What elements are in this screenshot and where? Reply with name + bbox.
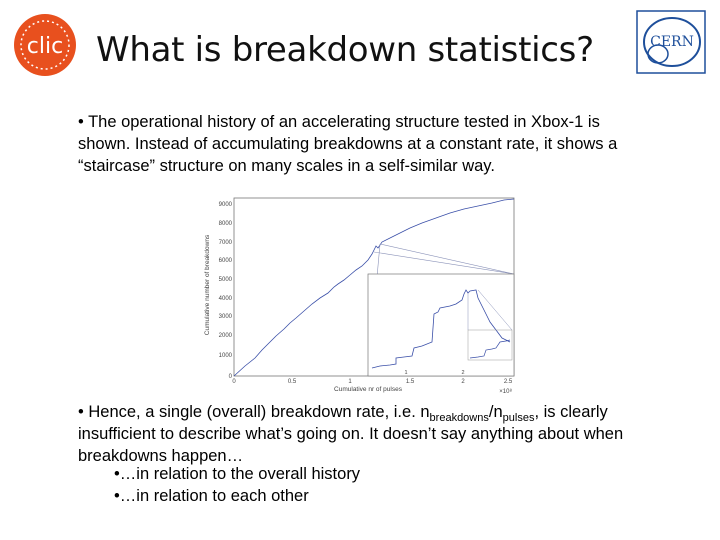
y-axis-label: Cumulative number of breakdowns <box>204 234 211 336</box>
cern-logo <box>636 10 706 74</box>
y-tick: 2000 <box>218 333 232 339</box>
y-tick: 3000 <box>218 314 232 320</box>
x-tick: 1 <box>348 379 352 385</box>
paragraph-2-slash: /n <box>488 403 503 421</box>
paragraph-2-intro: • Hence, a single (overall) breakdown rate, i.e. n <box>78 403 430 421</box>
clic-logo <box>12 12 78 78</box>
y-tick: 5000 <box>218 277 232 283</box>
y-tick: 7000 <box>218 240 232 246</box>
breakdown-history-figure <box>200 190 530 396</box>
y-tick: 4000 <box>218 296 232 302</box>
x-tick: 1.5 <box>405 379 415 385</box>
y-tick: 1000 <box>218 353 232 359</box>
cern-logo-text: CERN <box>650 34 694 50</box>
y-tick: 6000 <box>218 258 232 264</box>
x-tick: 2 <box>461 379 465 385</box>
y-ticks <box>219 202 233 380</box>
x-tick: 2.5 <box>503 379 513 385</box>
x-axis-label: Cumulative nr of pulses <box>334 386 402 393</box>
clic-logo-text: clic <box>26 34 64 59</box>
x-tick: 0 <box>232 379 236 385</box>
y-tick: 8000 <box>218 221 232 227</box>
subscript-pulses: pulses <box>502 412 535 424</box>
x-tick: 0.5 <box>287 379 297 385</box>
sub-bullet-each-other: •…in relation to each other <box>114 487 309 505</box>
subscript-breakdowns: breakdowns <box>429 412 489 424</box>
inset-plot <box>368 274 514 376</box>
x-ticks <box>232 379 513 385</box>
x-axis-exponent: ×10⁸ <box>499 389 512 395</box>
slide-title: What is breakdown statistics? <box>96 30 594 70</box>
y-tick: 9000 <box>218 202 232 208</box>
sub-bullet-overall-history: •…in relation to the overall history <box>114 465 361 483</box>
y-tick: 0 <box>228 374 232 380</box>
paragraph-1: • The operational history of an accelerating structure tested in Xbox-1 is shown. Instead of accumulating breakdowns at a constant rate, it shows a “staircase” structure on many scales in a self-similar way. <box>78 113 618 175</box>
inset-x-tick: 1 <box>404 370 408 376</box>
paragraph-2-rest: , is clearly insufficient to describe what’s going on. It doesn’t say anything about when breakdowns happen… <box>78 403 624 465</box>
inset-x-tick: 2 <box>461 370 465 376</box>
paragraph-2 <box>78 401 638 467</box>
